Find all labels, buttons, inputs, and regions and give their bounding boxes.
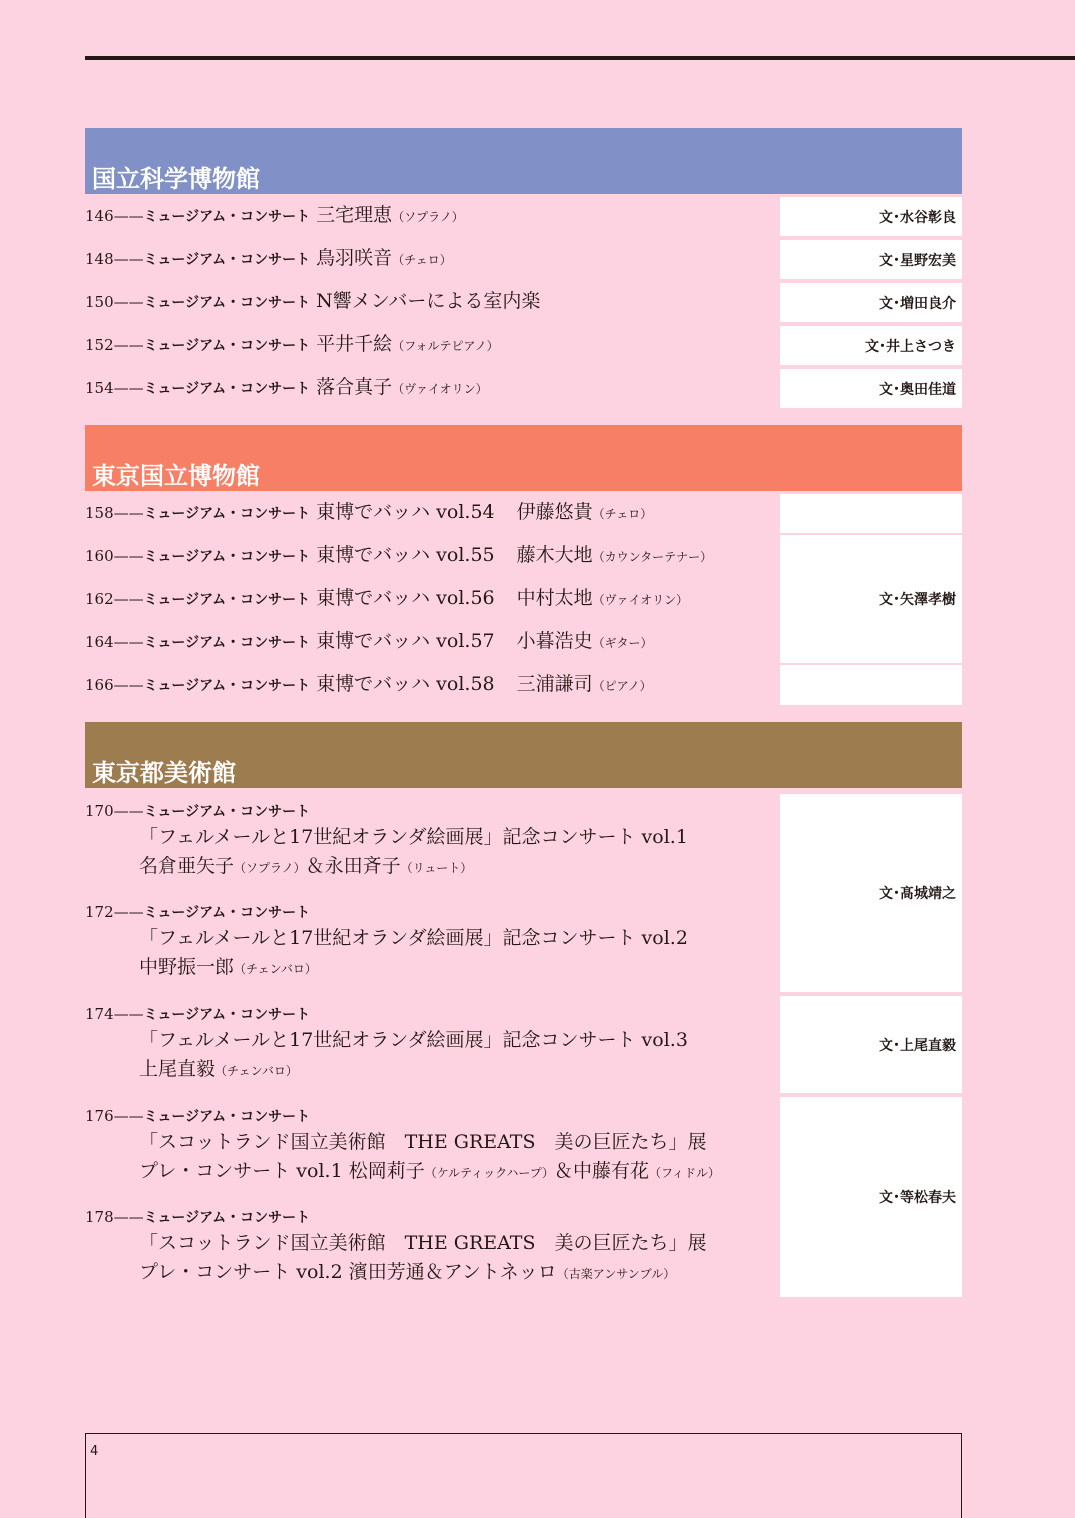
list-item: 170——ミュージアム・コンサート 「フェルメールと17世紀オランダ絵画展」記念コンサート vol.1 名倉亜矢子（ソプラノ）＆永田斉子（リュート） [85, 802, 688, 877]
section-header [85, 722, 962, 788]
list-item: 172——ミュージアム・コンサート 「フェルメールと17世紀オランダ絵画展」記念コンサート vol.2 中野振一郎（チェンバロ） [85, 903, 688, 978]
list-item: 146——ミュージアム・コンサート 三宅理恵（ソプラノ） 文･水谷彰良 [85, 194, 962, 237]
author-credit: 文･上尾直毅 [780, 996, 962, 1093]
list-item: 148——ミュージアム・コンサート 鳥羽咲音（チェロ） 文･星野宏美 [85, 237, 962, 280]
author-credit: 文･矢澤孝樹 [780, 535, 962, 663]
author-credit: 文･増田良介 [780, 283, 962, 322]
top-rule [85, 56, 1075, 60]
list-item: 152——ミュージアム・コンサート 平井千絵（フォルテピアノ） 文･井上さつき [85, 323, 962, 366]
author-credit: 文･髙城靖之 [780, 794, 962, 992]
section-tokyo-metropolitan-art-museum [85, 722, 962, 1283]
list-item: 160——ミュージアム・コンサート 東博でバッハ vol.55 藤木大地（カウンターテナー） [85, 544, 713, 566]
section-header [85, 425, 962, 491]
list-item: 154——ミュージアム・コンサート 落合真子（ヴァイオリン） 文･奥田佳道 [85, 366, 962, 409]
author-credit: 文･奥田佳道 [780, 369, 962, 408]
list-item: 164——ミュージアム・コンサート 東博でバッハ vol.57 小暮浩史（ギター） [85, 630, 653, 652]
section-header [85, 128, 962, 194]
list-item: 150——ミュージアム・コンサート N響メンバーによる室内楽 文･増田良介 [85, 280, 962, 323]
list-item: 166——ミュージアム・コンサート 東博でバッハ vol.58 三浦謙司（ピアノ） [85, 673, 652, 695]
list-item: 162——ミュージアム・コンサート 東博でバッハ vol.56 中村太地（ヴァイオリン） [85, 587, 689, 609]
list-item: 158——ミュージアム・コンサート 東博でバッハ vol.54 伊藤悠貴（チェロ） [85, 501, 653, 523]
section-title: 国立科学博物館 [92, 165, 260, 193]
list-item: 174——ミュージアム・コンサート 「フェルメールと17世紀オランダ絵画展」記念コンサート vol.3 上尾直毅（チェンバロ） [85, 1005, 688, 1080]
author-credit: 文･水谷彰良 [780, 197, 962, 236]
left-rule [85, 1433, 86, 1518]
right-rule [961, 1433, 962, 1518]
list-item: 176——ミュージアム・コンサート 「スコットランド国立美術館 THE GREATS 美の巨匠たち」展 プレ・コンサート vol.1 松岡莉子（ケルティックハープ）＆中藤有花（フィドル） [85, 1107, 721, 1182]
author-credit: 文･星野宏美 [780, 240, 962, 279]
section-tokyo-national-museum [85, 425, 962, 706]
section-title: 東京国立博物館 [92, 462, 260, 490]
list-item: 178——ミュージアム・コンサート 「スコットランド国立美術館 THE GREATS 美の巨匠たち」展 プレ・コンサート vol.2 濱田芳通＆アントネッロ（古楽アンサンブル） [85, 1208, 707, 1283]
section-title: 東京都美術館 [92, 759, 236, 787]
section-science-museum [85, 128, 962, 409]
author-credit: 文･等松春夫 [780, 1097, 962, 1297]
author-credit: 文･井上さつき [780, 326, 962, 365]
bottom-rule [85, 1433, 962, 1434]
page-number: 4 [90, 1444, 99, 1459]
